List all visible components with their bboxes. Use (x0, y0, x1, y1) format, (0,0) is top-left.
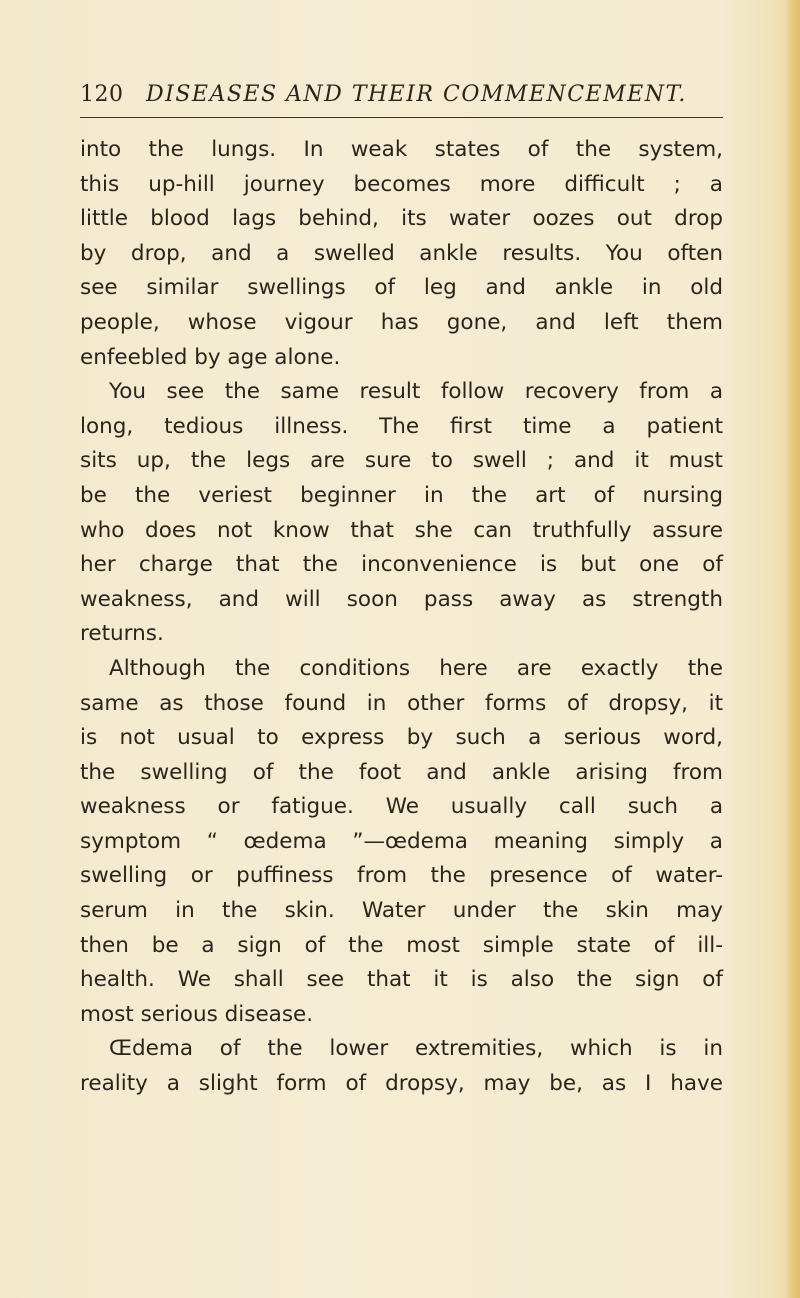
paragraph (80, 1032, 723, 1101)
paragraph (80, 652, 723, 1033)
text-line: swelling or puffiness from the presence of water- (80, 863, 723, 889)
page-header (80, 82, 740, 112)
text-line: weakness or fatigue. We usually call such a (80, 794, 723, 820)
text-line: Although the conditions here are exactly the (109, 655, 723, 681)
text-line: into the lungs. In weak states of the system, (80, 137, 723, 162)
text-line: this up-hill journey becomes more difficult ; a (80, 171, 723, 197)
text-line: serum in the skin. Water under the skin may (80, 898, 723, 924)
body-text (80, 133, 723, 1102)
page-number: 120 (80, 82, 124, 107)
text-line: see similar swellings of leg and ankle in old (80, 275, 723, 301)
text-line: enfeebled by age alone. (80, 344, 341, 370)
text-line: most serious disease. (80, 1001, 314, 1027)
text-line: people, whose vigour has gone, and left them (80, 309, 723, 335)
text-line: reality a slight form of dropsy, may be, as I have (80, 1071, 723, 1097)
text-line: returns. (80, 621, 164, 647)
text-line: symptom “ œdema ”—œdema meaning simply a (80, 828, 723, 854)
text-line: little blood lags behind, its water oozes out drop (80, 206, 723, 232)
header-rule (80, 117, 723, 118)
text-line: You see the same result follow recovery from a (109, 379, 723, 405)
text-line: weakness, and will soon pass away as strength (80, 586, 723, 612)
text-line: is not usual to express by such a serious word, (80, 725, 723, 751)
text-line: health. We shall see that it is also the sign of (80, 967, 723, 993)
text-line: the swelling of the foot and ankle arising from (80, 759, 723, 785)
paragraph (80, 375, 723, 652)
text-line: by drop, and a swelled ankle results. You often (80, 240, 723, 266)
text-line: same as those found in other forms of dropsy, it (80, 690, 723, 716)
text-line: Œdema of the lower extremities, which is in (109, 1036, 723, 1062)
text-line: who does not know that she can truthfully assure (80, 517, 723, 543)
text-line: then be a sign of the most simple state of ill- (80, 932, 723, 958)
text-line: her charge that the inconvenience is but one of (80, 552, 723, 578)
running-head: DISEASES AND THEIR COMMENCEMENT. (146, 82, 687, 107)
paragraph (80, 133, 723, 375)
text-line: sits up, the legs are sure to swell ; and it must (80, 448, 723, 474)
text-line: be the veriest beginner in the art of nursing (80, 482, 723, 508)
text-line: long, tedious illness. The first time a patient (80, 413, 723, 439)
page-edge-shading (786, 0, 800, 1298)
